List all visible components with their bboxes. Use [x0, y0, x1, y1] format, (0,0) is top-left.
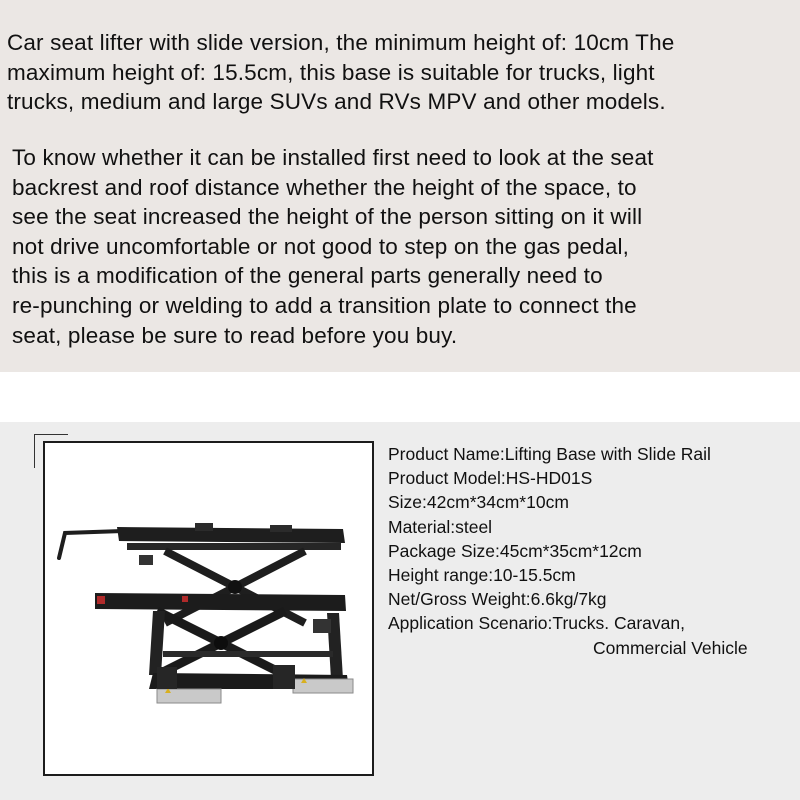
product-specs: [388, 442, 748, 660]
intro-line: trucks, medium and large SUVs and RVs MPV and other models.: [7, 89, 666, 115]
scissor-pivot: [228, 580, 242, 594]
rail-bracket: [195, 523, 213, 531]
intro-line: To know whether it can be installed first need to look at the seat: [12, 145, 654, 170]
rail-end-cap: [97, 596, 105, 604]
intro-line: not drive uncomfortable or not good to step on the gas pedal,: [12, 233, 630, 259]
intro-line: Car seat lifter with slide version, the minimum height of: 10cm The: [7, 30, 675, 55]
intro-line: backrest and roof distance whether the height of the space, to: [12, 174, 637, 200]
intro-line: see the seat increased the height of the person sitting on it will: [12, 204, 643, 230]
spec-product-model: Product Model:HS-HD01S: [388, 468, 593, 489]
foot-bracket: [157, 667, 177, 689]
spec-size: Size:42cm*34cm*10cm: [388, 492, 569, 513]
spec-weight: Net/Gross Weight:6.6kg/7kg: [388, 589, 607, 610]
rail-bracket: [270, 525, 292, 532]
spec-application-scenario-continued: Commercial Vehicle: [593, 637, 748, 658]
side-frame: [149, 611, 165, 675]
back-frame-bar: [127, 543, 341, 550]
base-cross-bar: [163, 651, 333, 657]
product-photo: [43, 441, 374, 776]
intro-paragraph-2: [12, 143, 654, 350]
spec-height-range: Height range:10-15.5cm: [388, 565, 576, 586]
upper-back-rail: [117, 527, 345, 543]
intro-line: maximum height of: 15.5cm, this base is suitable for trucks, light: [7, 59, 655, 85]
intro-line: re-punching or welding to add a transition plate to connect the: [12, 292, 637, 318]
seat-lifter-base-illustration: [45, 443, 372, 774]
spec-material: Material:steel: [388, 516, 493, 537]
spring-housing: [139, 555, 153, 565]
rail-end-cap: [182, 596, 188, 602]
intro-section: [0, 0, 800, 372]
spec-product-name: Product Name:Lifting Base with Slide Rail: [388, 444, 711, 464]
adjust-lever: [59, 531, 123, 558]
scissor-pivot: [214, 636, 228, 650]
foot-bracket: [273, 665, 295, 689]
upper-front-rail: [95, 593, 346, 611]
spec-package-size: Package Size:45cm*35cm*12cm: [388, 540, 642, 561]
intro-line: seat, please be sure to read before you buy.: [12, 322, 458, 348]
spec-application-scenario: Application Scenario:Trucks. Caravan,: [388, 613, 685, 634]
foot-pad: [293, 679, 353, 693]
section-divider-space: [0, 372, 800, 422]
spring-housing: [313, 619, 331, 633]
intro-line: this is a modification of the general parts generally need to: [12, 263, 603, 289]
intro-paragraph-1: [7, 28, 674, 117]
